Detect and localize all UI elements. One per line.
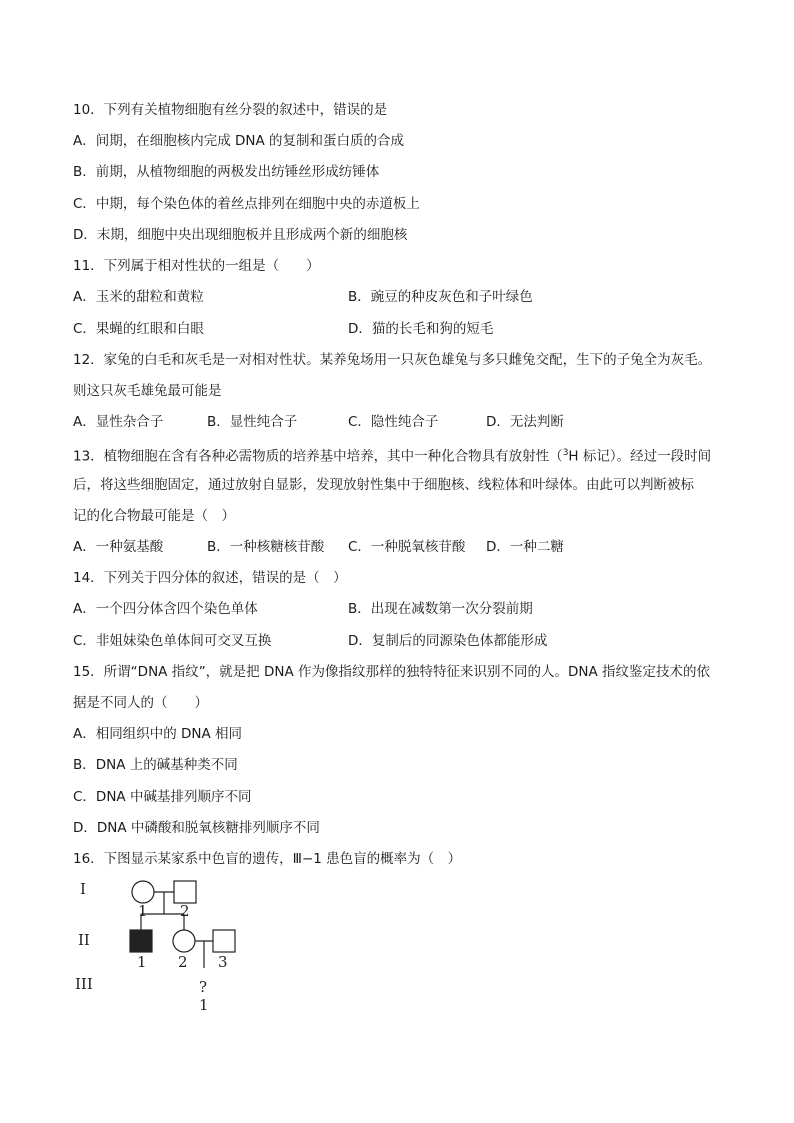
i-1-number: 1: [138, 902, 148, 920]
q14-stem: 14．下列关于四分体的叙述，错误的是（ ）: [73, 570, 347, 586]
q15-stem-line2: 据是不同人的（ ）: [73, 695, 208, 711]
q12-stem-line1: 12．家兔的白毛和灰毛是一对相对性状。某养兔场用一只灰色雄兔与多只雌兔交配，生下的子兔全为灰毛。: [73, 352, 712, 368]
generation-label-2: II: [78, 931, 90, 949]
q13-stem-line1: [73, 444, 711, 466]
i-1-female: [132, 881, 154, 903]
q10-stem: 10．下列有关植物细胞有丝分裂的叙述中，错误的是: [73, 102, 388, 118]
q13-stem-line1-part1: 13．植物细胞在含有各种必需物质的培养基中培养，其中一种化合物具有放射性（: [73, 448, 563, 465]
ii-1-affected-male: [130, 930, 152, 952]
q10-option-d: D．末期，细胞中央出现细胞板并且形成两个新的细胞核: [73, 227, 408, 243]
q13-option-a: A．一种氨基酸: [73, 539, 164, 555]
q11-option-b: B．豌豆的种皮灰色和子叶绿色: [348, 289, 533, 305]
q12-option-c: C．隐性纯合子: [348, 414, 439, 430]
q14-option-a: A．一个四分体含四个染色单体: [73, 601, 258, 617]
q10-option-b: B．前期，从植物细胞的两极发出纺锤丝形成纺锤体: [73, 164, 380, 180]
q13-option-b: B．一种核糖核苷酸: [207, 539, 325, 555]
q14-option-d: D．复制后的同源染色体都能形成: [348, 633, 548, 649]
q11-option-c: C．果蝇的红眼和白眼: [73, 321, 204, 337]
iii-1-unknown-mark: ?: [199, 978, 208, 996]
ii-3-number: 3: [218, 953, 228, 971]
q13-stem-line3: 记的化合物最可能是（ ）: [73, 508, 235, 524]
q14-option-c: C．非姐妹染色单体间可交叉互换: [73, 633, 272, 649]
q12-option-d: D．无法判断: [486, 414, 564, 430]
iii-1-number: 1: [199, 996, 209, 1014]
q13-option-d: D．一种二糖: [486, 539, 564, 555]
q15-option-a: A．相同组织中的 DNA 相同: [73, 726, 243, 742]
generation-label-1: I: [80, 880, 86, 898]
pedigree-chart: [0, 870, 320, 1020]
ii-2-number: 2: [178, 953, 188, 971]
q13-superscript: 3: [562, 448, 569, 458]
q15-option-c: C．DNA 中碱基排列顺序不同: [73, 789, 252, 805]
i-2-number: 2: [180, 902, 190, 920]
generation-label-3: III: [75, 975, 93, 993]
ii-1-number: 1: [137, 953, 147, 971]
q13-option-c: C．一种脱氧核苷酸: [348, 539, 466, 555]
q12-option-a: A．显性杂合子: [73, 414, 164, 430]
q15-stem-line1: 15．所谓“DNA 指纹”，就是把 DNA 作为像指纹那样的独特特征来识别不同的人。DNA 指纹鉴定技术的依: [73, 664, 711, 680]
q15-option-d: D．DNA 中磷酸和脱氧核糖排列顺序不同: [73, 820, 320, 836]
q13-stem-line2: 后，将这些细胞固定，通过放射自显影，发现放射性集中于细胞核、线粒体和叶绿体。由此可以判断被标: [73, 477, 694, 493]
ii-3-male: [213, 930, 235, 952]
ii-2-female: [173, 930, 195, 952]
q10-option-a: A．间期，在细胞核内完成 DNA 的复制和蛋白质的合成: [73, 133, 405, 149]
q12-option-b: B．显性纯合子: [207, 414, 298, 430]
q11-option-d: D．猫的长毛和狗的短毛: [348, 321, 494, 337]
q10-option-c: C．中期，每个染色体的着丝点排列在细胞中央的赤道板上: [73, 196, 420, 212]
q13-stem-line1-part2: H 标记）。经过一段时间: [568, 448, 712, 465]
q11-stem: 11．下列属于相对性状的一组是（ ）: [73, 258, 320, 274]
q15-option-b: B．DNA 上的碱基种类不同: [73, 757, 238, 773]
i-2-male: [174, 881, 196, 903]
q16-stem: 16．下图显示某家系中色盲的遗传，Ⅲ−1 患色盲的概率为（ ）: [73, 851, 462, 867]
q14-option-b: B．出现在减数第一次分裂前期: [348, 601, 533, 617]
q11-option-a: A．玉米的甜粒和黄粒: [73, 289, 204, 305]
q12-stem-line2: 则这只灰毛雄兔最可能是: [73, 383, 222, 399]
